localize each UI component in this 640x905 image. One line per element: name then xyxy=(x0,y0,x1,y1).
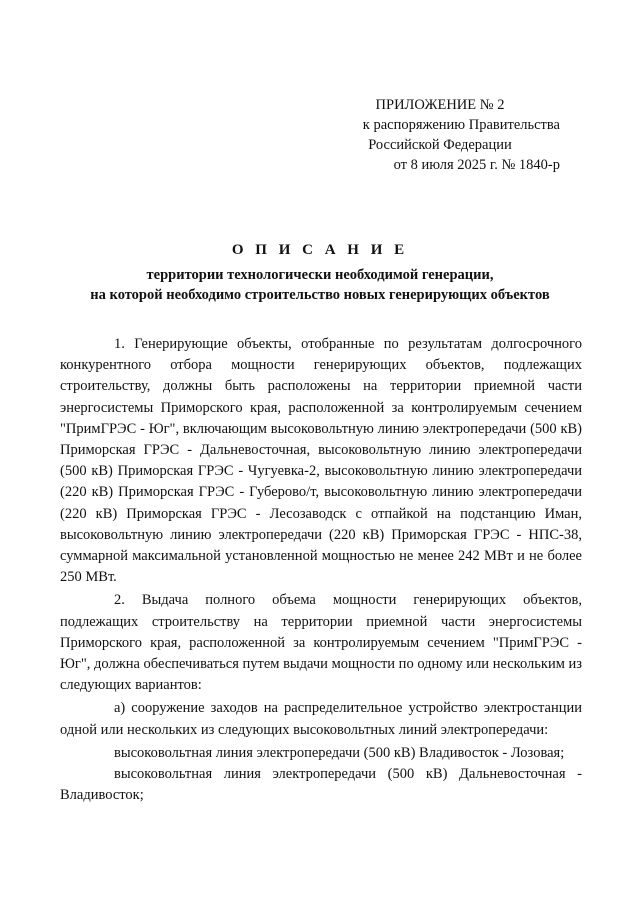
appendix-line-3: от 8 июля 2025 г. № 1840-р xyxy=(393,157,560,173)
appendix-header xyxy=(320,95,560,175)
appendix-line-1: к распоряжению Правительства xyxy=(362,117,560,133)
paragraph-2a: а) сооружение заходов на распределительное устройство электростанции одной или нескольких из следующих высоковольтных линий электропередачи: xyxy=(60,700,582,738)
line-item-vladivostok-lozovaya: высоковольтная линия электропередачи (500 кВ) Владивосток - Лозовая; xyxy=(114,744,565,761)
appendix-line-2: Российской Федерации xyxy=(368,137,512,153)
document-body xyxy=(60,334,582,806)
paragraph-1: 1. Генерирующие объекты, отобранные по результатам долгосрочного конкурентного отбора мощности генерирующих объектов, подлежащих строительству, должны быть расположены на территории приемной части энергосистемы Приморского края, расположенной за контролируемым сечением "ПримГРЭС - Юг", включающим высоковольтную линию электропередачи (500 кВ) Приморская ГРЭС - Дальневосточная, высоковольтную линию электропередачи (500 кВ) Приморская ГРЭС - Чугуевка-2, высоковольтную линию электропередачи (220 кВ) Приморская ГРЭС - Губерово/т, высоковольтную линию электропередачи (220 кВ) Приморская ГРЭС - Лесозаводск с отпайкой на подстанцию Иман, высоковольтную линию электропередачи (220 кВ) Приморская ГРЭС - НПС-38, суммарной максимальной установленной мощностью не менее 242 МВт и не более 250 МВт. xyxy=(60,336,582,586)
document-subtitle xyxy=(60,265,580,305)
subtitle-line-2: на которой необходимо строительство новых генерирующих объектов xyxy=(90,287,550,303)
subtitle-line-1: территории технологически необходимой генерации, xyxy=(146,267,494,283)
line-item-dalnevostochnaya-vladivostok: высоковольтная линия электропередачи (500 кВ) Дальневосточная - Владивосток; xyxy=(60,766,582,804)
paragraph-2: 2. Выдача полного объема мощности генерирующих объектов, подлежащих строительству на территории приемной части энергосистемы Приморского края, расположенной за контролируемым сечением "ПримГРЭС - Юг", должна обеспечиваться путем выдачи мощности по одному или нескольким из следующих вариантов: xyxy=(60,592,582,694)
document-title: О П И С А Н И Е xyxy=(231,242,409,258)
appendix-title: ПРИЛОЖЕНИЕ № 2 xyxy=(375,97,505,113)
